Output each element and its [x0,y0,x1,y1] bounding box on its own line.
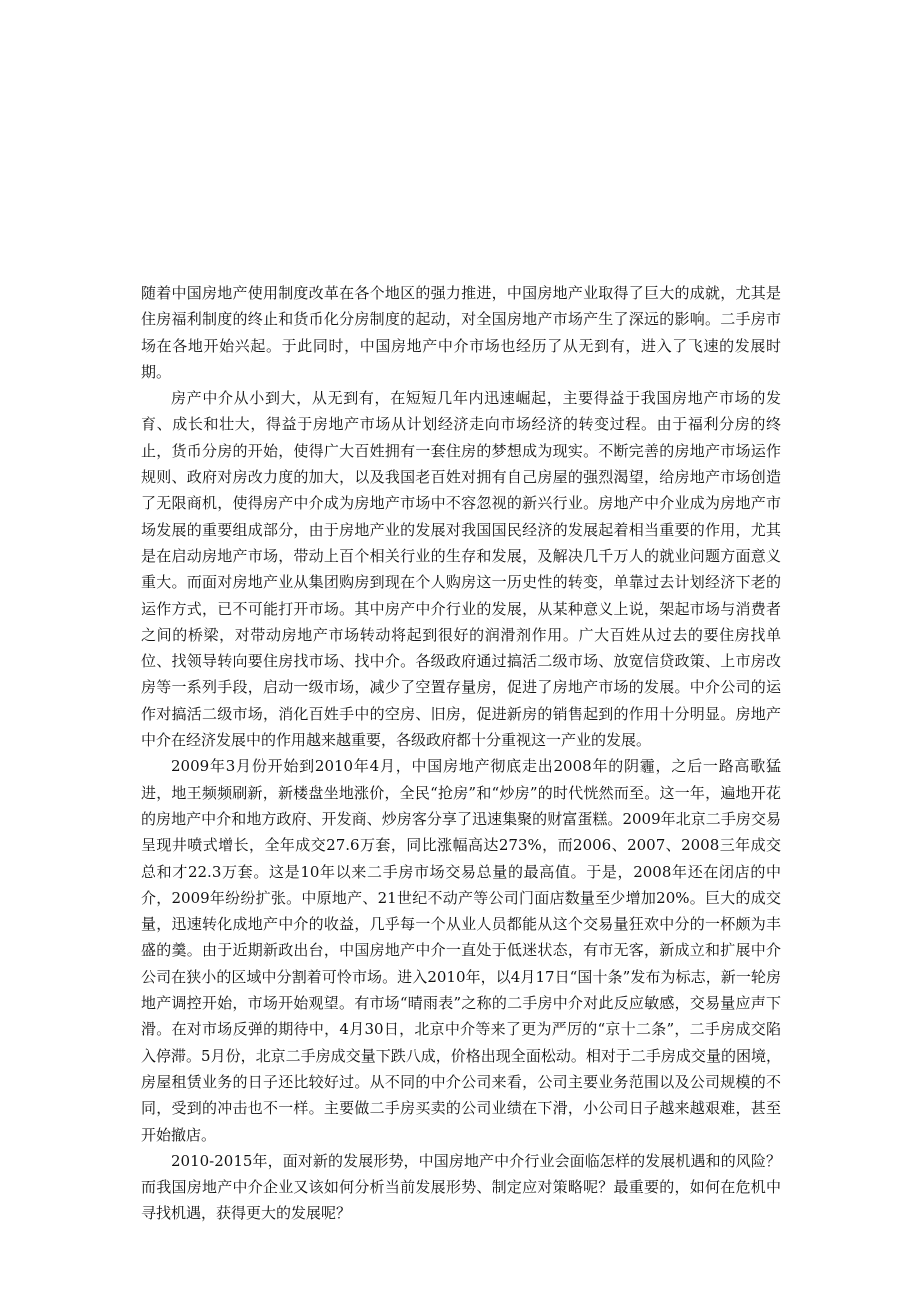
paragraph-1: 随着中国房地产使用制度改革在各个地区的强力推进，中国房地产业取得了巨大的成就，尤其是住房福利制度的终止和货币化分房制度的起动，对全国房地产市场产生了深远的影响。二手房市场在各地开始兴起。于此同时，中国房地产中介市场也经历了从无到有，进入了飞速的发展时期。 [141,284,781,381]
document-body [141,280,781,1227]
paragraph-3: 2009年3月份开始到2010年4月，中国房地产彻底走出2008年的阴霾，之后一路高歌猛进，地王频频刷新，新楼盘坐地涨价，全民“抢房”和“炒房”的时代恍然而至。这一年，遍地开花的房地产中介和地方政府、开发商、炒房客分享了迅速集聚的财富蛋糕。2009年北京二手房交易呈现井喷式增长，全年成交27.6万套，同比涨幅高达273%，而2006、2007、2008三年成交总和才22.3万套。这是10年以来二手房市场交易总量的最高值。于是，2008年还在闭店的中介，2009年纷纷扩张。中原地产、21世纪不动产等公司门面店数量至少增加20%。巨大的成交量，迅速转化成地产中介的收益，几乎每一个从业人员都能从这个交易量狂欢中分的一杯颇为丰盛的羹。由于近期新政出台，中国房地产中介一直处于低迷状态，有市无客，新成立和扩展中介公司在狭小的区域中分割着可怜市场。进入2010年，以4月17日“国十条”发布为标志，新一轮房地产调控开始，市场开始观望。有市场“晴雨表”之称的二手房中介对此反应敏感，交易量应声下滑。在对市场反弹的期待中，4月30日，北京中介等来了更为严厉的“京十二条”，二手房成交陷入停滞。5月份，北京二手房成交量下跌八成，价格出现全面松动。相对于二手房成交量的困境，房屋租赁业务的日子还比较好过。从不同的中介公司来看，公司主要业务范围以及公司规模的不同，受到的冲击也不一样。主要做二手房买卖的公司业绩在下滑，小公司日子越来越艰难，甚至开始撤店。 [141,757,781,1144]
paragraph-4: 2010-2015年，面对新的发展形势，中国房地产中介行业会面临怎样的发展机遇和的风险？而我国房地产中介企业又该如何分析当前发展形势、制定应对策略呢？最重要的，如何在危机中寻找机遇，获得更大的发展呢？ [141,1151,781,1223]
paragraph-2: 房产中介从小到大，从无到有，在短短几年内迅速崛起，主要得益于我国房地产市场的发育、成长和壮大，得益于房地产市场从计划经济走向市场经济的转变过程。由于福利分房的终止，货币分房的开始，使得广大百姓拥有一套住房的梦想成为现实。不断完善的房地产市场运作规则、政府对房改力度的加大，以及我国老百姓对拥有自己房屋的强烈渴望，给房地产市场创造了无限商机，使得房产中介成为房地产市场中不容忽视的新兴行业。房地产中介业成为房地产市场发展的重要组成部分，由于房地产业的发展对我国国民经济的发展起着相当重要的作用，尤其是在启动房地产市场，带动上百个相关行业的生存和发展，及解决几千万人的就业问题方面意义重大。而面对房地产业从集团购房到现在个人购房这一历史性的转变，单靠过去计划经济下老的运作方式，已不可能打开市场。其中房产中介行业的发展，从某种意义上说，架起市场与消费者之间的桥梁，对带动房地产市场转动将起到很好的润滑剂作用。广大百姓从过去的要住房找单位、找领导转向要住房找市场、找中介。各级政府通过搞活二级市场、放宽信贷政策、上市房改房等一系列手段，启动一级市场，减少了空置存量房，促进了房地产市场的发展。中介公司的运作对搞活二级市场，消化百姓手中的空房、旧房，促进新房的销售起到的作用十分明显。房地产中介在经济发展中的作用越来越重要，各级政府都十分重视这一产业的发展。 [141,389,781,750]
